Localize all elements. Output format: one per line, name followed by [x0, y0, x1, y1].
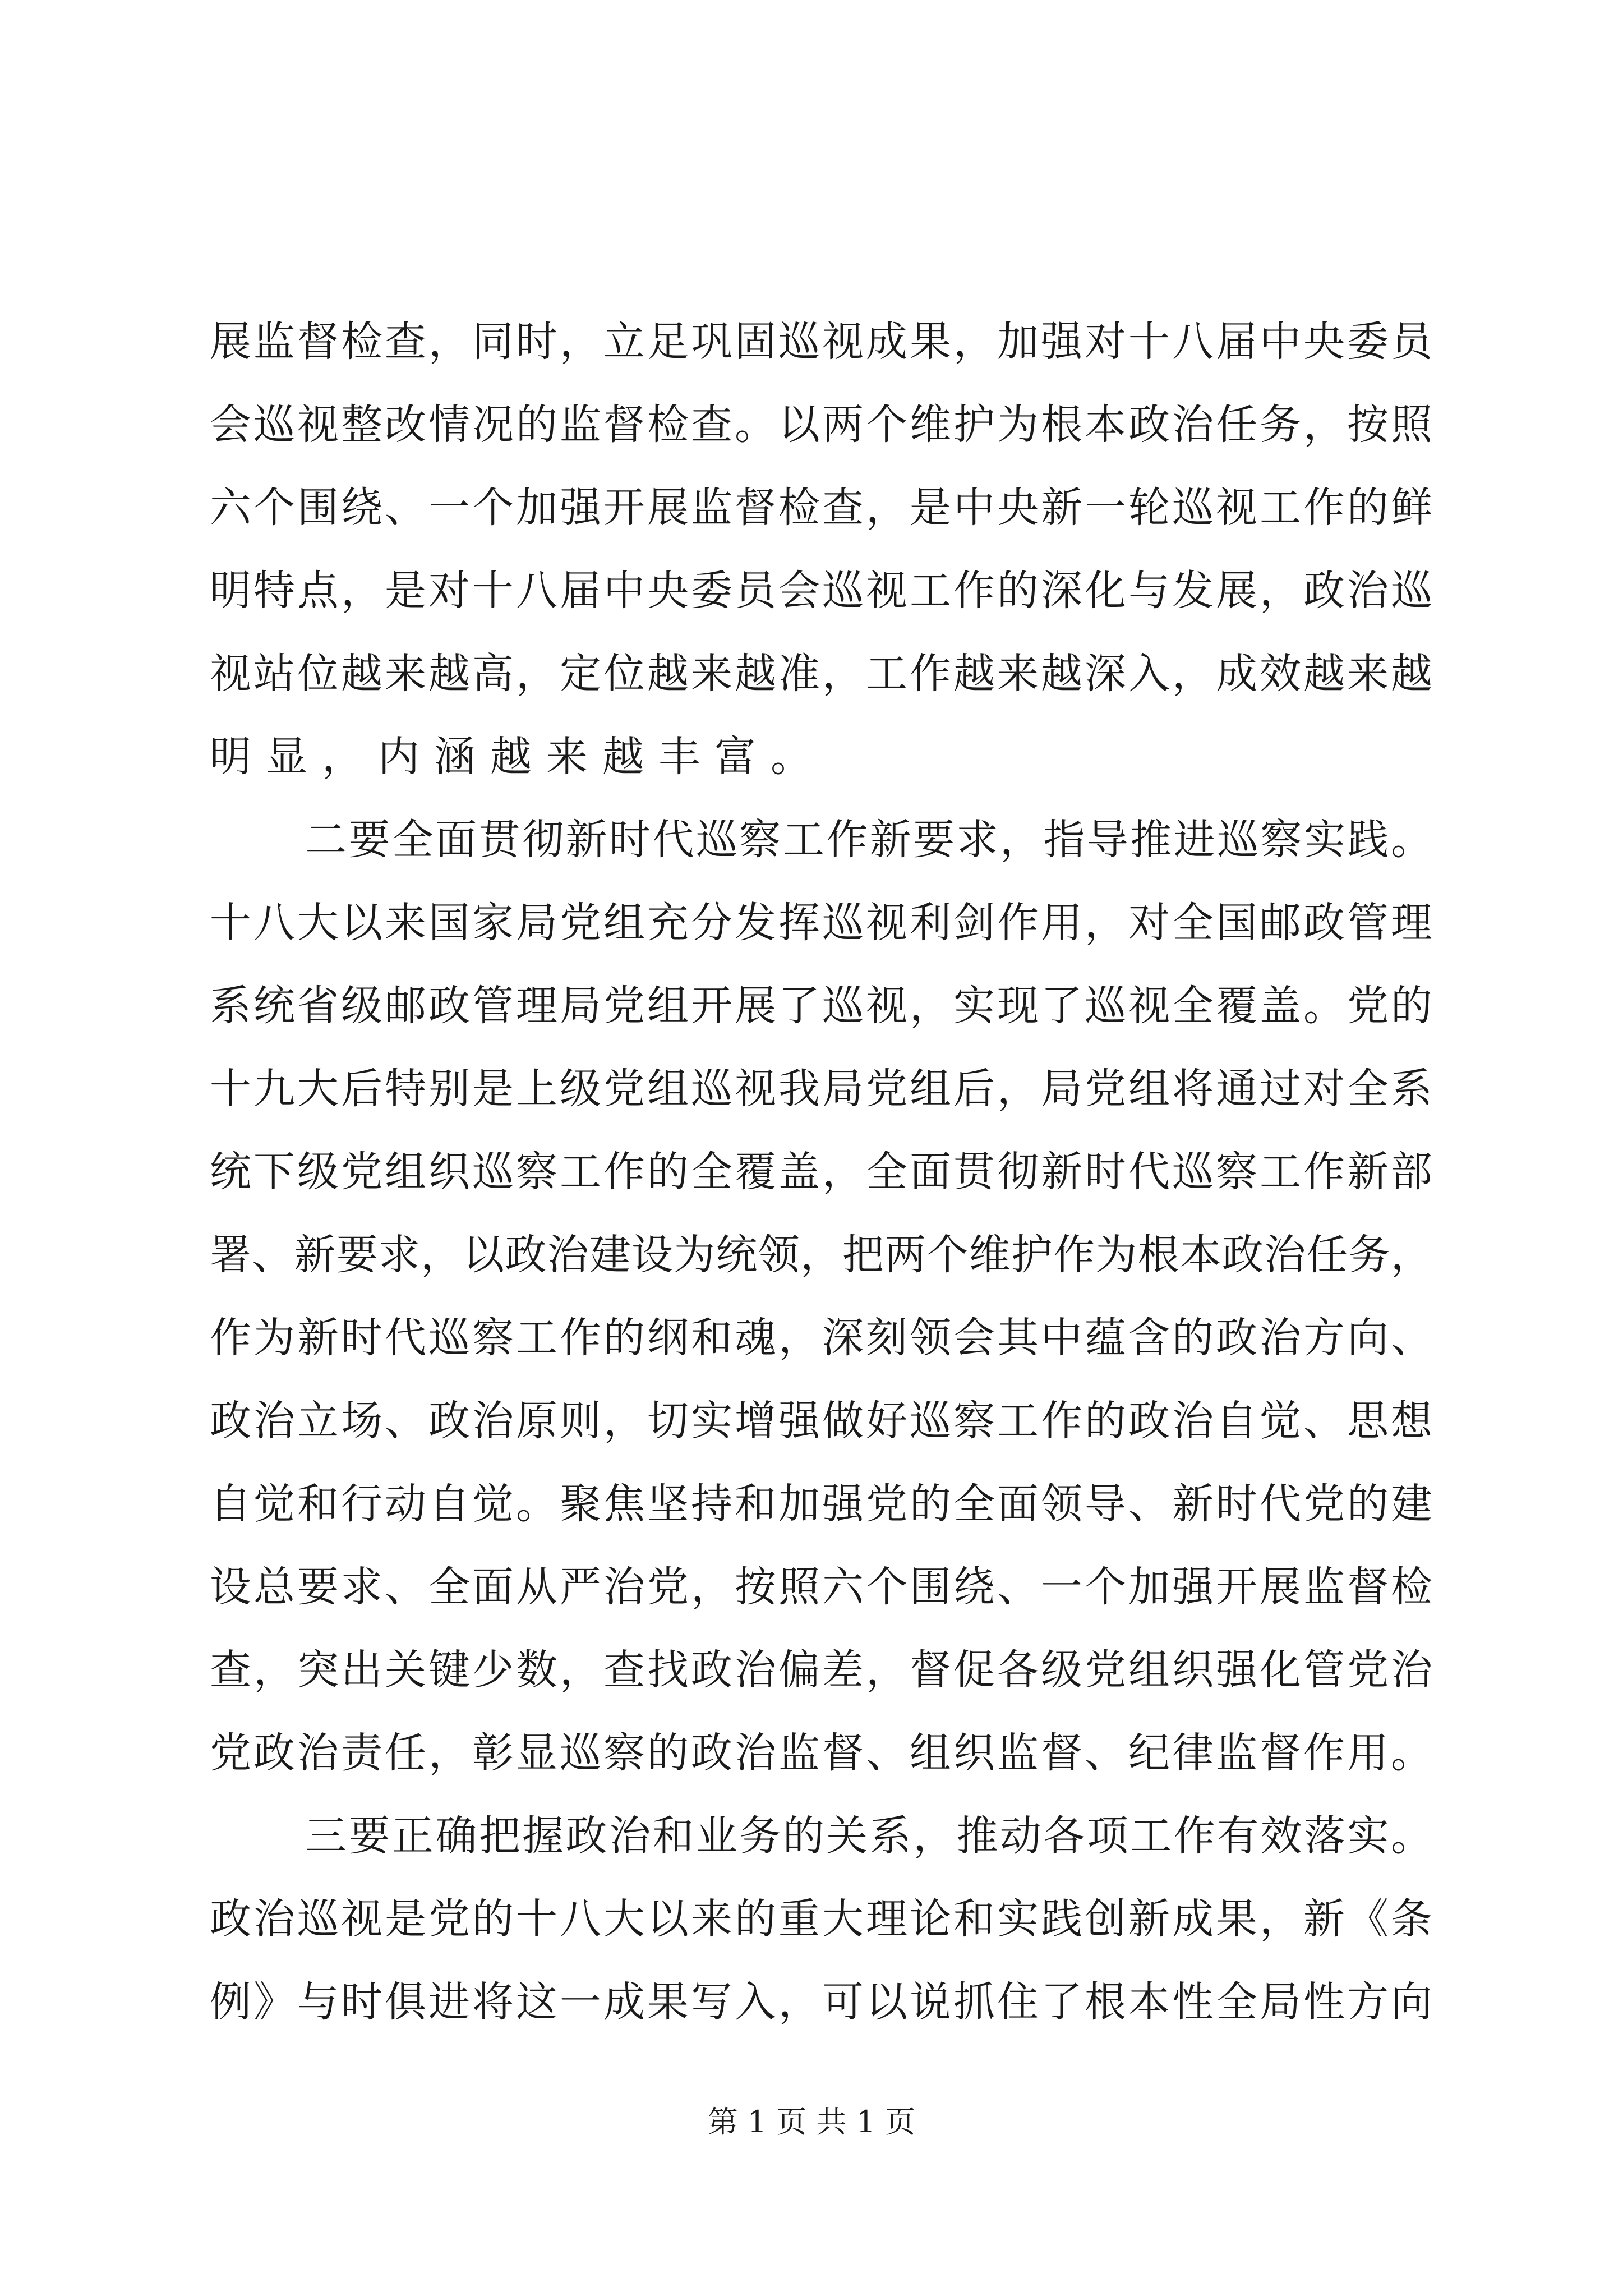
text-line: 十 八 大 以 来 国 家 局 党 组 充 分 发 挥 巡 视 利 剑 作 用 ， 对 全 国 邮 政 管 理	[210, 899, 1432, 947]
text-line: 政 治 立 场 、 政 治 原 则 ， 切 实 增 强 做 好 巡 察 工 作 的 政 治 自 觉 、 思 想	[210, 1397, 1432, 1445]
text-line: 六 个 围 绕 、 一 个 加 强 开 展 监 督 检 查 ， 是 中 央 新 一 轮 巡 视 工 作 的 鲜	[210, 484, 1432, 532]
text-line: 系 统 省 级 邮 政 管 理 局 党 组 开 展 了 巡 视 ， 实 现 了 巡 视 全 覆 盖 。 党 的	[210, 982, 1432, 1030]
text-line: 署 、 新 要 求 ， 以 政 治 建 设 为 统 领 ， 把 两 个 维 护 作 为 根 本 政 治 任 务 ，	[210, 1231, 1432, 1279]
text-line: 查 ， 突 出 关 键 少 数 ， 查 找 政 治 偏 差 ， 督 促 各 级 党 组 织 强 化 管 党 治	[210, 1646, 1432, 1694]
page-footer: 第 1 页 共 1 页	[707, 2104, 916, 2139]
text-line: 十 九 大 后 特 别 是 上 级 党 组 巡 视 我 局 党 组 后 ， 局 党 组 将 通 过 对 全 系	[210, 1065, 1432, 1113]
text-line: 明 显 ， 内 涵 越 来 越 丰 富 。	[210, 733, 812, 781]
text-line: 三 要 正 确 把 握 政 治 和 业 务 的 关 系 ， 推 动 各 项 工 作 有 效 落 实 。	[305, 1812, 1432, 1860]
text-line: 自 觉 和 行 动 自 觉 。 聚 焦 坚 持 和 加 强 党 的 全 面 领 导 、 新 时 代 党 的 建	[210, 1480, 1432, 1528]
text-line: 会 巡 视 整 改 情 况 的 监 督 检 查 。 以 两 个 维 护 为 根 本 政 治 任 务 ， 按 照	[210, 401, 1432, 449]
document-body	[210, 300, 1432, 2044]
text-line: 二 要 全 面 贯 彻 新 时 代 巡 察 工 作 新 要 求 ， 指 导 推 进 巡 察 实 践 。	[305, 816, 1432, 864]
text-line: 明 特 点 ， 是 对 十 八 届 中 央 委 员 会 巡 视 工 作 的 深 化 与 发 展 ， 政 治 巡	[210, 567, 1432, 615]
text-line: 统 下 级 党 组 织 巡 察 工 作 的 全 覆 盖 ， 全 面 贯 彻 新 时 代 巡 察 工 作 新 部	[210, 1148, 1432, 1196]
text-line: 设 总 要 求 、 全 面 从 严 治 党 ， 按 照 六 个 围 绕 、 一 个 加 强 开 展 监 督 检	[210, 1563, 1432, 1611]
text-line: 例 》 与 时 俱 进 将 这 一 成 果 写 入 ， 可 以 说 抓 住 了 根 本 性 全 局 性 方 向	[210, 1978, 1432, 2026]
text-line: 视 站 位 越 来 越 高 ， 定 位 越 来 越 准 ， 工 作 越 来 越 深 入 ， 成 效 越 来 越	[210, 650, 1432, 698]
text-line: 政 治 巡 视 是 党 的 十 八 大 以 来 的 重 大 理 论 和 实 践 创 新 成 果 ， 新 《 条	[210, 1895, 1432, 1943]
text-line: 展 监 督 检 查 ， 同 时 ， 立 足 巩 固 巡 视 成 果 ， 加 强 对 十 八 届 中 央 委 员	[210, 318, 1432, 366]
text-line: 党 政 治 责 任 ， 彰 显 巡 察 的 政 治 监 督 、 组 织 监 督 、 纪 律 监 督 作 用 。	[210, 1729, 1432, 1777]
text-line: 作 为 新 时 代 巡 察 工 作 的 纲 和 魂 ， 深 刻 领 会 其 中 蕴 含 的 政 治 方 向 、	[210, 1314, 1432, 1362]
